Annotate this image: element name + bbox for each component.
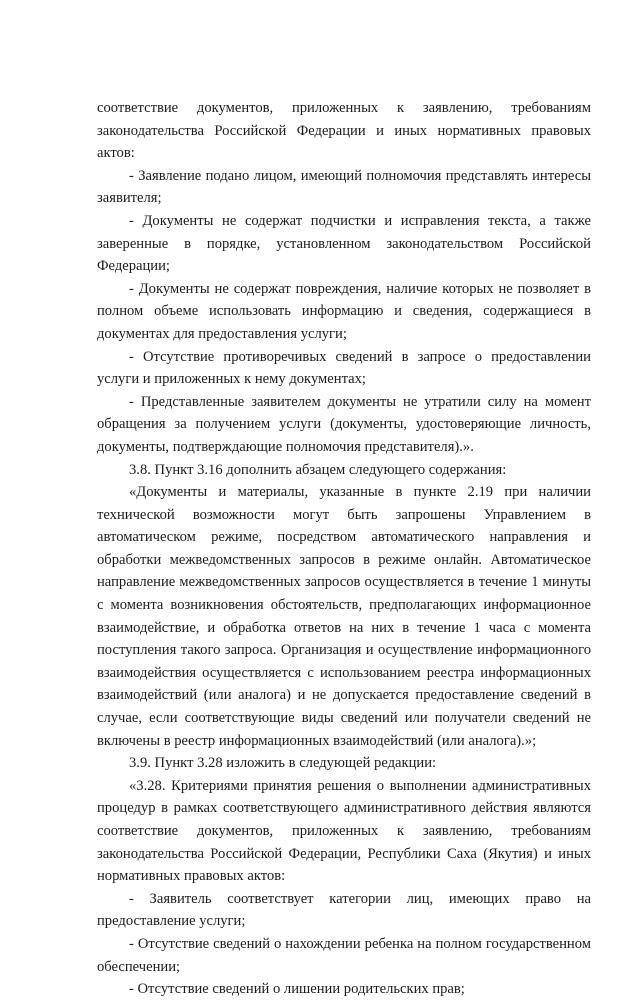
paragraph-applicant-category: - Заявитель соответствует категории лиц, имеющих право на предоставление услуги; — [97, 890, 591, 930]
paragraph-documents-valid: - Представленные заявителем документы не утратили силу на момент обращения за получением услуги (документы, удостоверяющие личность, документы, подтверждающие полномочия представителя).». — [97, 393, 591, 455]
paragraph-no-state-support: - Отсутствие сведений о нахождении ребенка на полном государственном обеспечении; — [97, 935, 591, 975]
paragraph-3-8-text: «Документы и материалы, указанные в пункте 2.19 при наличии технической возможности могут быть запрошены Управлением в автоматическом режиме, посредством автоматического направления и обработки межведомственных запросов в режиме онлайн. Автоматическое направление межведомственных запросов осуществляется в течение 1 минуты с момента возникновения обстоятельств, предполагающих информационное взаимодействие, и обработка ответов на них в течение 1 часа с момента поступления такого запроса. Организация и осуществление информационного взаимодействия осуществляется с использованием реестра информационных взаимодействий (или аналога) и не допускается предоставление сведений в случае, если соответствующие виды сведений или получатели сведений не включены в реестр информационных взаимодействий (или аналога).»; — [97, 484, 591, 749]
paragraph-3-8-heading: 3.8. Пункт 3.16 дополнить абзацем следующего содержания: — [129, 461, 507, 478]
paragraph-no-damage: - Документы не содержат повреждения, наличие которых не позволяет в полном объеме использовать информацию и сведения, содержащиеся в документах для предоставления услуги; — [97, 280, 591, 342]
paragraph-3-28-text: «3.28. Критериями принятия решения о выполнении административных процедур в рамках соответствующего административного действия являются соответствие документов, приложенных к заявлению, требованиям законодательства Российской Федерации, Республики Саха (Якутия) и иных нормативных правовых актов: — [97, 777, 591, 885]
paragraph-applicant-authority: - Заявление подано лицом, имеющий полномочия представлять интересы заявителя; — [97, 167, 591, 207]
paragraph-no-corrections: - Документы не содержат подчистки и исправления текста, а также заверенные в порядке, установленном законодательством Российской Федерации; — [97, 212, 591, 275]
paragraph-3-9-heading: 3.9. Пункт 3.28 изложить в следующей редакции: — [129, 755, 437, 772]
document-body — [97, 97, 591, 1001]
paragraph-no-contradictions: - Отсутствие противоречивых сведений в запросе о предоставлении услуги и приложенных к нему документах; — [97, 348, 591, 388]
paragraph-1-continuation: соответствие документов, приложенных к заявлению, требованиям законодательства Российской Федерации и иных нормативных правовых актов: — [97, 100, 591, 162]
paragraph-no-deprivation: - Отсутствие сведений о лишении родительских прав; — [129, 981, 465, 998]
